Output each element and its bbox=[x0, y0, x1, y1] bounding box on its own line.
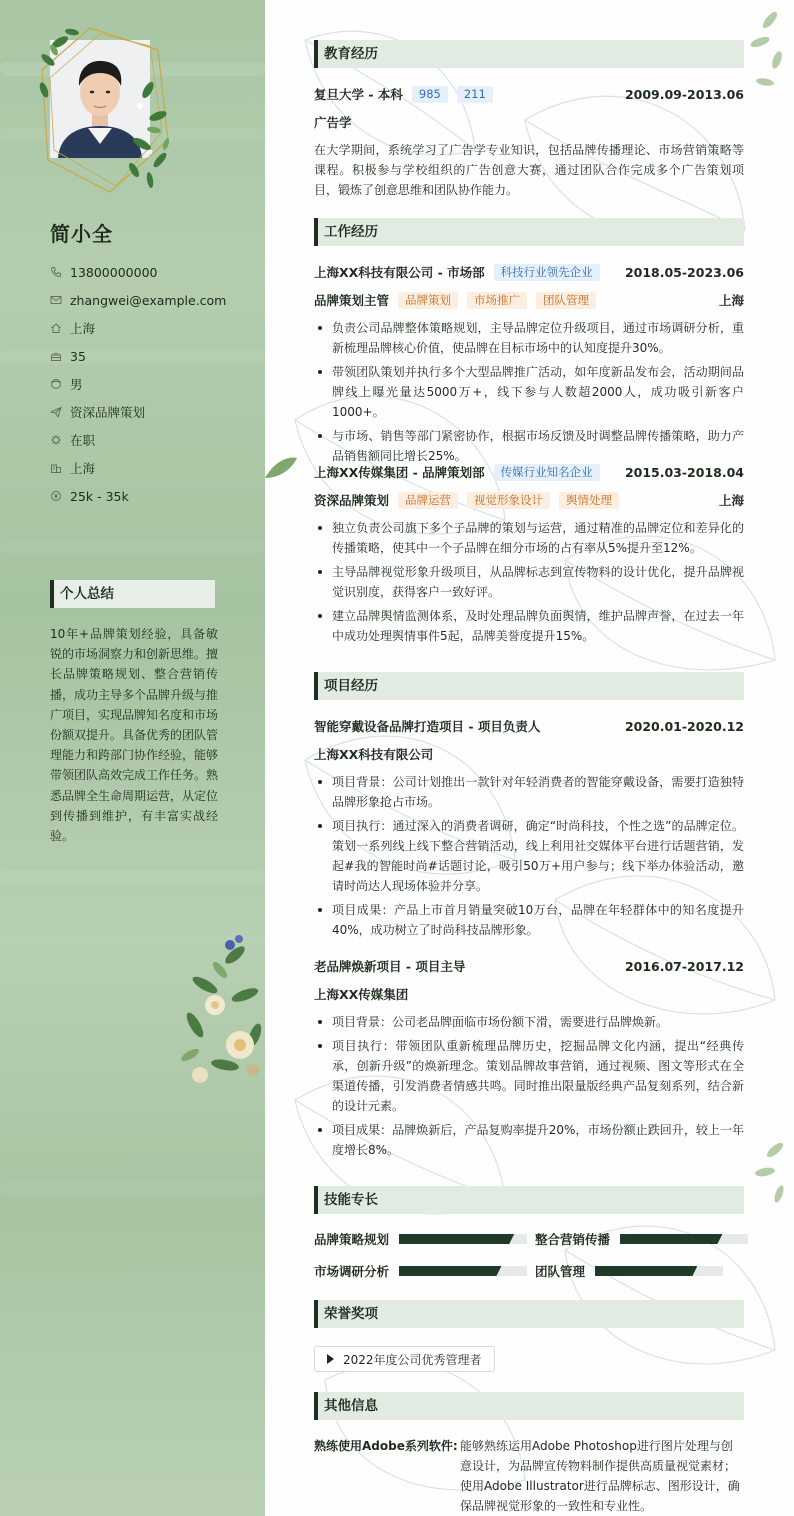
skill-bar bbox=[399, 1266, 527, 1276]
project-bullets bbox=[314, 1012, 744, 1164]
contact-city bbox=[50, 454, 250, 482]
contact-text: 上海 bbox=[70, 321, 96, 336]
award-text: 2022年度公司优秀管理者 bbox=[343, 1352, 482, 1367]
skill-bar-fill bbox=[620, 1234, 722, 1244]
candidate-name: 简小全 bbox=[50, 222, 113, 246]
job-period: 2015.03-2018.04 bbox=[624, 464, 744, 480]
other-title: 其他信息 bbox=[314, 1392, 744, 1420]
skill-name: 品牌策略规划 bbox=[314, 1232, 390, 1247]
list-item: 建立品牌舆情监测体系，及时处理品牌负面舆情，维护品牌声誉，在过去一年中成功处理舆情事件5起，品牌美誉度提升15%。 bbox=[314, 606, 744, 646]
list-item: 主导品牌视觉形象升级项目，从品牌标志到宣传物料的设计优化，提升品牌视觉识别度，获得客户一致好评。 bbox=[314, 562, 744, 602]
project-name: 智能穿戴设备品牌打造项目 - 项目负责人 bbox=[314, 719, 541, 734]
contact-text: zhangwei@example.com bbox=[70, 292, 227, 308]
gold-geometric-frame bbox=[30, 20, 180, 200]
contact-age bbox=[50, 342, 250, 370]
list-item: 项目成果：品牌焕新后，产品复购率提升20%，市场份额止跌回升，较上一年度增长8%。 bbox=[314, 1120, 744, 1160]
company-tag: 科技行业领先企业 bbox=[494, 264, 600, 281]
list-item: 项目执行：通过深入的消费者调研，确定“时尚科技，个性之选”的品牌定位。策划一系列线上线下整合营销活动，线上利用社交媒体平台进行话题营销，发起#我的智能时尚#话题讨论，吸引50万+用户参与；线下举办体验活动，邀请时尚达人现场体验并分享。 bbox=[314, 816, 744, 896]
phone-icon bbox=[50, 266, 62, 278]
decor-streak bbox=[0, 870, 265, 884]
job-skill-tag: 品牌运营 bbox=[398, 492, 458, 509]
skill-bar-fill bbox=[399, 1234, 514, 1244]
list-item: 项目背景：公司计划推出一款针对年轻消费者的智能穿戴设备，需要打造独特品牌形象抢占市场。 bbox=[314, 772, 744, 812]
skill-bar bbox=[399, 1234, 527, 1244]
project-bullets bbox=[314, 772, 744, 944]
contact-email bbox=[50, 286, 250, 314]
contact-text: 上海 bbox=[70, 461, 96, 476]
play-triangle-icon bbox=[327, 1354, 334, 1364]
email-icon bbox=[50, 294, 62, 306]
summary-title: 个人总结 bbox=[50, 580, 215, 608]
project-org-row bbox=[314, 984, 744, 1004]
job-header bbox=[314, 462, 744, 482]
contact-status bbox=[50, 426, 250, 454]
contact-list bbox=[50, 258, 250, 510]
skill-bar bbox=[595, 1266, 723, 1276]
decor-streak bbox=[0, 540, 265, 554]
project-org-row bbox=[314, 744, 744, 764]
status-icon bbox=[50, 434, 62, 446]
project-period: 2016.07-2017.12 bbox=[624, 958, 744, 974]
job-position: 资深品牌策划 bbox=[314, 493, 390, 508]
school-name: 复旦大学 - 本科 bbox=[314, 87, 403, 102]
project-period: 2020.01-2020.12 bbox=[624, 718, 744, 734]
education-major-row bbox=[314, 112, 744, 132]
job-intent-icon bbox=[50, 406, 62, 418]
job-position: 品牌策划主管 bbox=[314, 293, 390, 308]
job-location: 上海 bbox=[718, 493, 744, 508]
other-value: 能够熟练运用Adobe Photoshop进行图片处理与创意设计，为品牌宣传物料制作提供高质量视觉素材；使用Adobe Illustrator进行品牌标志、图形设计，确保品牌视觉形象的一致性和专业性。 bbox=[460, 1439, 740, 1513]
contact-home bbox=[50, 314, 250, 342]
contact-text: 男 bbox=[70, 377, 83, 392]
job-skill-tag: 品牌策划 bbox=[398, 292, 458, 309]
job-position-row bbox=[314, 490, 744, 510]
job-skill-tag: 视觉形象设计 bbox=[467, 492, 550, 509]
other-label: 熟练使用Adobe系列软件: bbox=[314, 1439, 458, 1453]
school-tag: 985 bbox=[412, 86, 448, 103]
work-title: 工作经历 bbox=[314, 218, 744, 246]
education-period: 2009.09-2013.06 bbox=[624, 86, 744, 102]
company-tag: 传媒行业知名企业 bbox=[494, 464, 600, 481]
gender-icon bbox=[50, 378, 62, 390]
home-icon bbox=[50, 322, 62, 334]
contact-text: 资深品牌策划 bbox=[70, 405, 146, 420]
list-item: 带领团队策划并执行多个大型品牌推广活动，如年度新品发布会，活动期间品牌线上曝光量达5000万+，线下参与人数超2000人，成功吸引新客户1000+。 bbox=[314, 362, 744, 422]
skill-item bbox=[314, 1230, 527, 1248]
job-bullets bbox=[314, 318, 744, 470]
list-item: 与市场、销售等部门紧密协作，根据市场反馈及时调整品牌传播策略，助力产品销售额同比增长25%。 bbox=[314, 426, 744, 466]
education-major: 广告学 bbox=[314, 115, 352, 130]
project-name: 老品牌焕新项目 - 项目主导 bbox=[314, 959, 466, 974]
contact-gender bbox=[50, 370, 250, 398]
contact-text: 13800000000 bbox=[70, 264, 158, 280]
job-skill-tag: 市场推广 bbox=[467, 292, 527, 309]
list-item: 项目背景：公司老品牌面临市场份额下滑，需要进行品牌焕新。 bbox=[314, 1012, 744, 1032]
flower-bouquet-decoration bbox=[175, 925, 265, 1090]
contact-text: 在职 bbox=[70, 433, 96, 448]
age-icon bbox=[50, 350, 62, 362]
project-header bbox=[314, 716, 744, 736]
other-info-row bbox=[314, 1436, 744, 1516]
sidebar bbox=[0, 0, 265, 1516]
skill-name: 团队管理 bbox=[535, 1264, 586, 1279]
skill-bar bbox=[620, 1234, 748, 1244]
contact-salary bbox=[50, 482, 250, 510]
project-header bbox=[314, 956, 744, 976]
education-title: 教育经历 bbox=[314, 40, 744, 68]
city-icon bbox=[50, 462, 62, 474]
skill-item bbox=[535, 1230, 748, 1248]
job-header bbox=[314, 262, 744, 282]
award-item[interactable] bbox=[314, 1346, 495, 1372]
job-skill-tag: 舆情处理 bbox=[559, 492, 619, 509]
skills-title: 技能专长 bbox=[314, 1186, 744, 1214]
contact-text: 35 bbox=[70, 348, 86, 364]
summary-text: 10年+品牌策划经验，具备敏锐的市场洞察力和创新思维。擅长品牌策略规划、整合营销传播，成功主导多个品牌升级与推广项目，实现品牌知名度和市场份额双提升。具备优秀的团队管理能力和跨部门协作经验，能够带领团队高效完成工作任务。熟悉品牌全生命周期运营，从定位到传播到维护，有丰富实战经验。 bbox=[50, 627, 219, 844]
project-org: 上海XX科技有限公司 bbox=[314, 747, 434, 762]
projects-title: 项目经历 bbox=[314, 672, 744, 700]
education-header bbox=[314, 84, 744, 104]
skill-bar-fill bbox=[595, 1266, 697, 1276]
salary-icon bbox=[50, 490, 62, 502]
list-item: 负责公司品牌整体策略规划，主导品牌定位升级项目，通过市场调研分析，重新梳理品牌核心价值，使品牌在目标市场中的认知度提升30%。 bbox=[314, 318, 744, 358]
school-tag: 211 bbox=[457, 86, 493, 103]
contact-phone bbox=[50, 258, 250, 286]
job-company: 上海XX科技有限公司 - 市场部 bbox=[314, 265, 485, 280]
skill-bar-fill bbox=[399, 1266, 501, 1276]
job-skill-tag: 团队管理 bbox=[536, 292, 596, 309]
skill-item bbox=[314, 1262, 527, 1280]
awards-title: 荣誉奖项 bbox=[314, 1300, 744, 1328]
avatar-frame bbox=[30, 20, 180, 200]
job-bullets bbox=[314, 518, 744, 650]
contact-job-intent bbox=[50, 398, 250, 426]
job-location: 上海 bbox=[718, 293, 744, 308]
list-item: 项目成果：产品上市首月销量突破10万台，品牌在年轻群体中的知名度提升40%，成功树立了时尚科技品牌形象。 bbox=[314, 900, 744, 940]
contact-text: 25k - 35k bbox=[70, 488, 129, 504]
list-item: 项目执行：带领团队重新梳理品牌历史，挖掘品牌文化内涵，提出“经典传承，创新升级”的焕新理念。策划品牌故事营销，通过视频、图文等形式在全渠道传播，引发消费者情感共鸣。同时推出限量版经典产品复刻系列，结合新的设计元素。 bbox=[314, 1036, 744, 1116]
skill-name: 市场调研分析 bbox=[314, 1264, 390, 1279]
list-item: 独立负责公司旗下多个子品牌的策划与运营，通过精准的品牌定位和差异化的传播策略，使其中一个子品牌在细分市场的占有率从5%提升至12%。 bbox=[314, 518, 744, 558]
education-description: 在大学期间，系统学习了广告学专业知识，包括品牌传播理论、市场营销策略等课程。积极参与学校组织的广告创意大赛，通过团队合作完成多个广告策划项目，锻炼了创意思维和团队协作能力。 bbox=[314, 143, 744, 197]
skill-name: 整合营销传播 bbox=[535, 1232, 611, 1247]
job-company: 上海XX传媒集团 - 品牌策划部 bbox=[314, 465, 485, 480]
job-period: 2018.05-2023.06 bbox=[624, 264, 744, 280]
job-position-row bbox=[314, 290, 744, 310]
project-org: 上海XX传媒集团 bbox=[314, 987, 409, 1002]
skill-item bbox=[535, 1262, 723, 1280]
decor-streak bbox=[0, 1180, 265, 1194]
